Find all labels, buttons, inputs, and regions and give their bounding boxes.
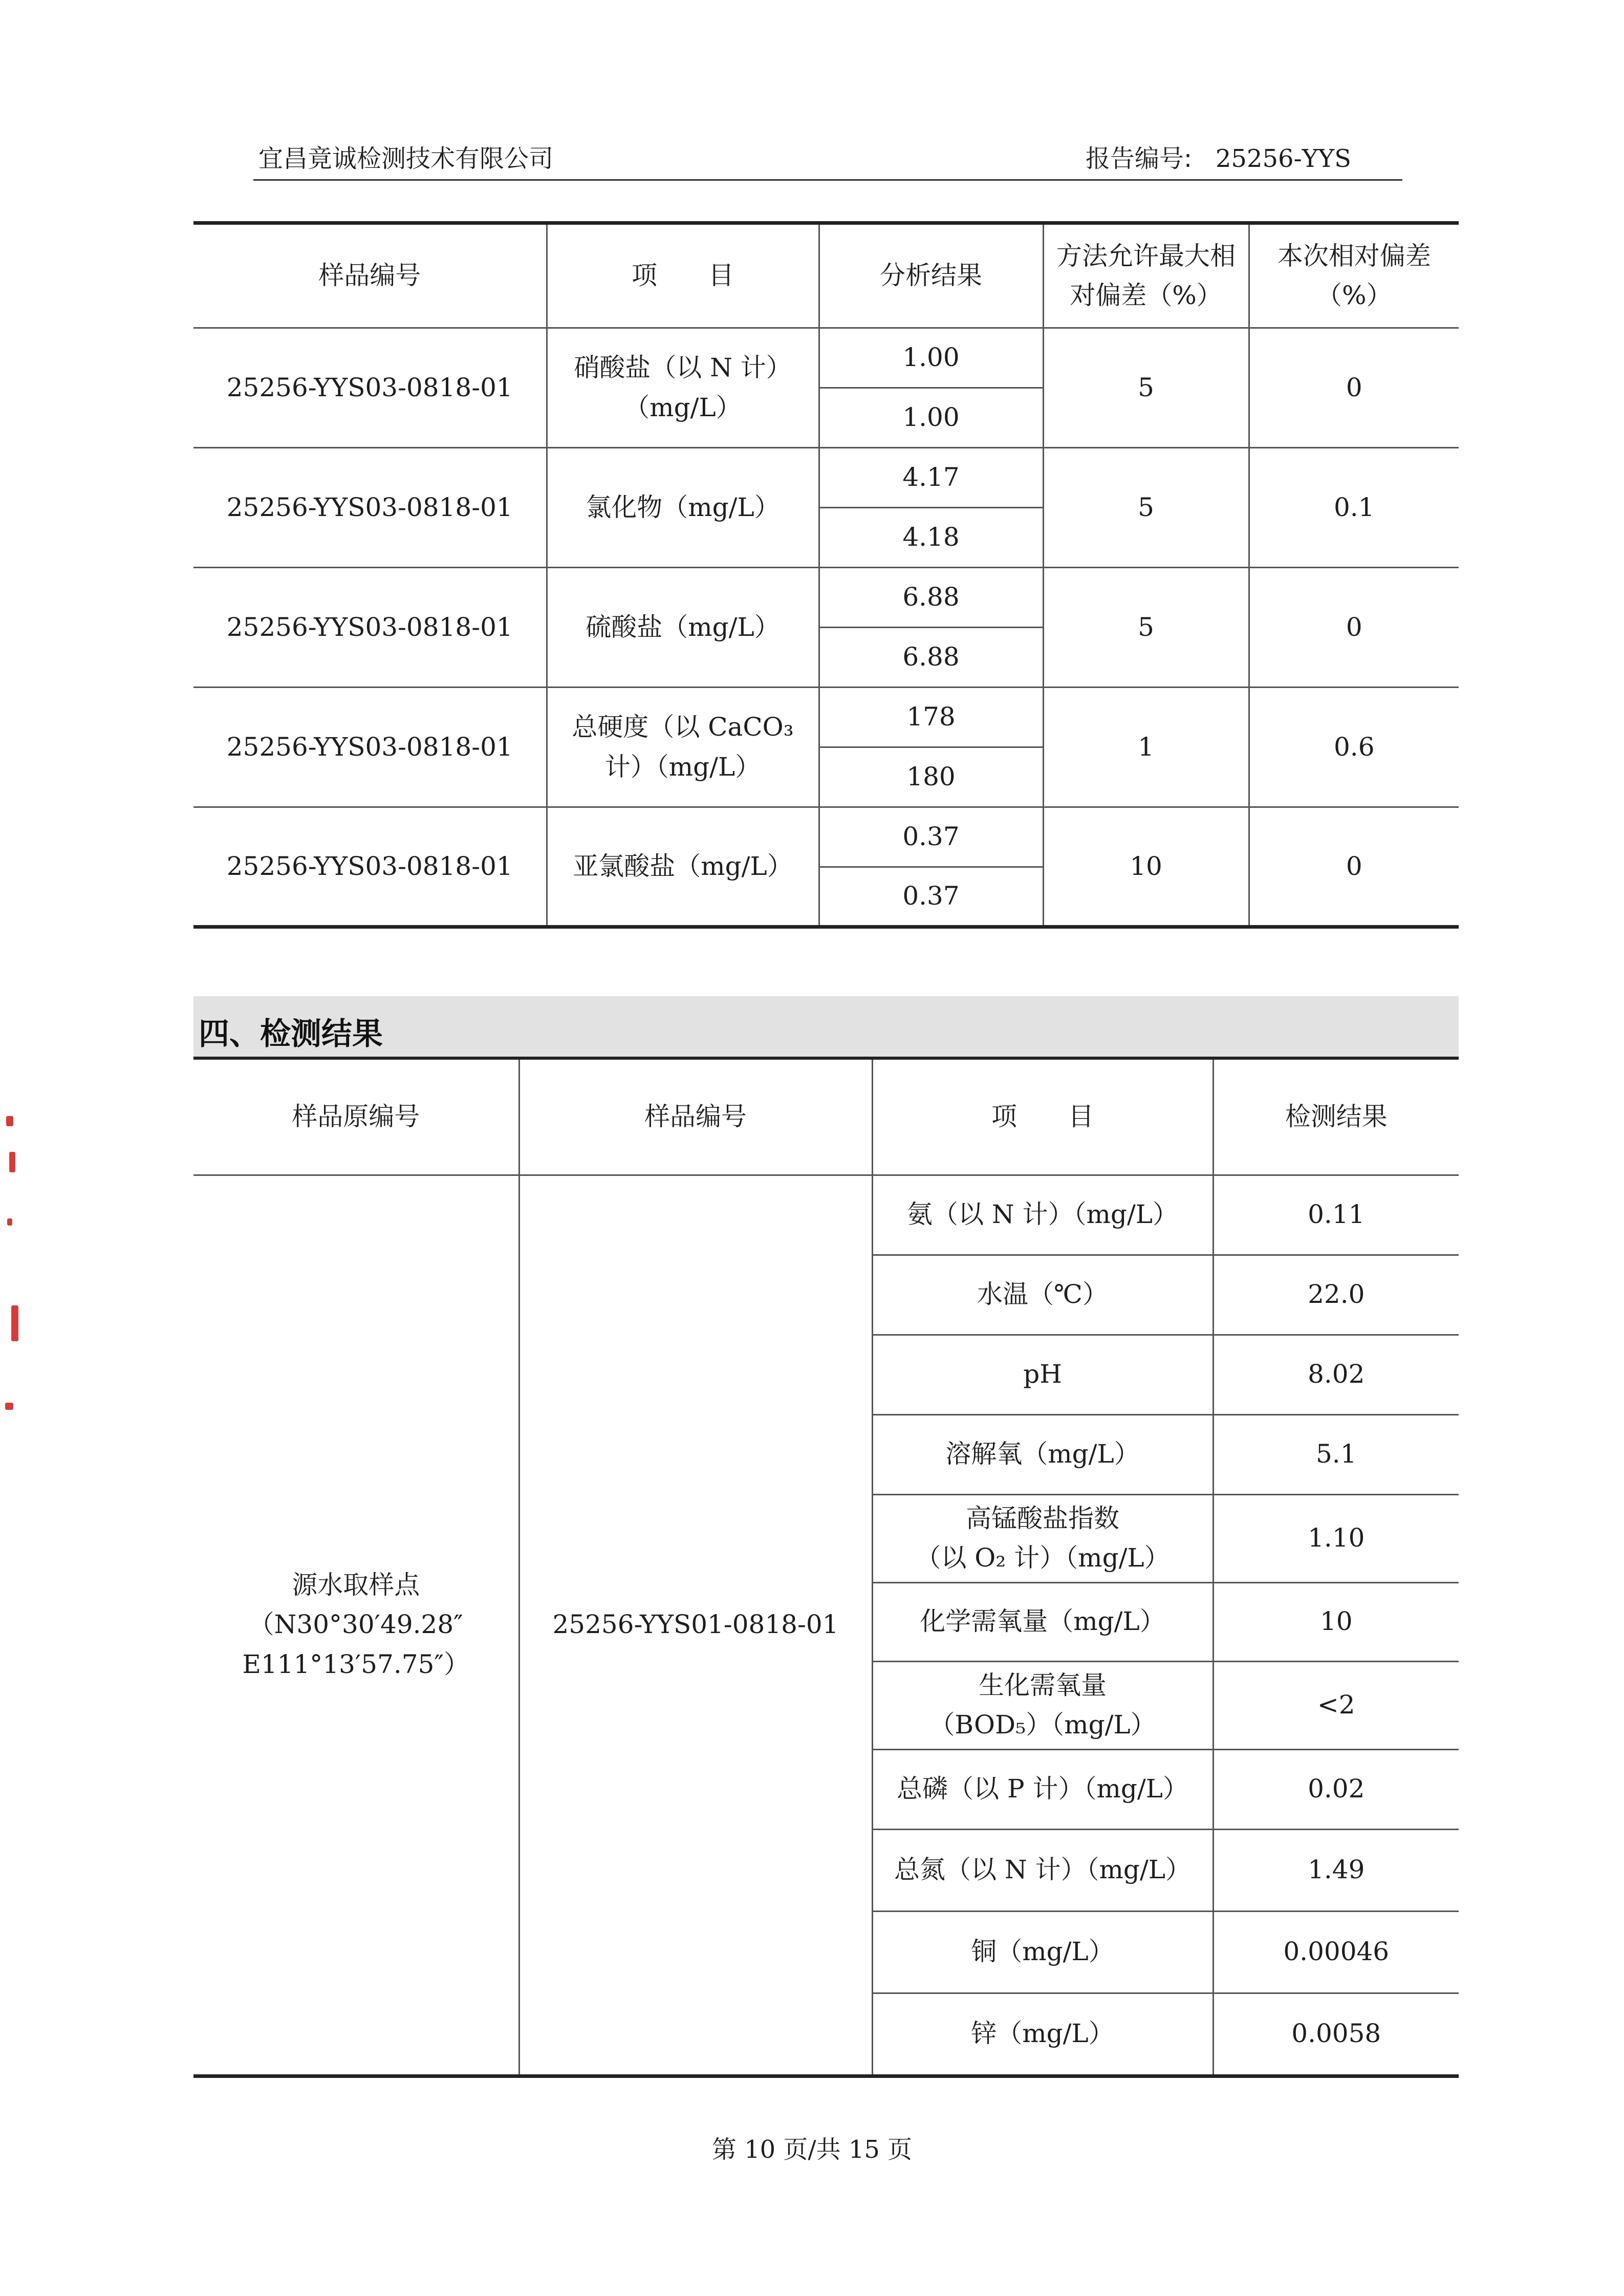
report-number	[1086, 139, 1351, 174]
table-row	[193, 807, 1459, 867]
value-cell: 10	[1213, 1582, 1459, 1661]
value-cell: 22.0	[1213, 1255, 1459, 1335]
results-header-sample: 样品编号	[519, 1060, 872, 1175]
results-header-value: 检测结果	[1213, 1060, 1459, 1175]
qc-result-2: 0.37	[819, 867, 1043, 927]
qc-max-dev-cell: 5	[1043, 568, 1249, 688]
qc-sample-cell: 25256-YYS03-0818-01	[193, 448, 547, 568]
qc-result-1: 0.37	[819, 807, 1043, 867]
item-line2: （以 O₂ 计）（mg/L）	[915, 1543, 1170, 1573]
qc-result-2: 180	[819, 747, 1043, 807]
results-header-row	[193, 1060, 1459, 1175]
qc-header-sample: 样品编号	[193, 223, 547, 328]
qc-item-line2: （mg/L）	[624, 392, 742, 422]
qc-result-1: 178	[819, 688, 1043, 747]
qc-result-2: 1.00	[819, 388, 1043, 448]
qc-max-dev-cell: 1	[1043, 688, 1249, 807]
value-cell: 8.02	[1213, 1335, 1459, 1414]
item-cell	[872, 1661, 1213, 1749]
qc-item-cell	[547, 328, 819, 448]
qc-sample-cell: 25256-YYS03-0818-01	[193, 807, 547, 927]
table-row	[193, 568, 1459, 628]
qc-item-cell	[547, 688, 819, 807]
value-cell: 0.00046	[1213, 1911, 1459, 1993]
qc-sample-cell: 25256-YYS03-0818-01	[193, 328, 547, 448]
company-name: 宜昌竟诚检测技术有限公司	[258, 144, 554, 173]
item-cell: 氨（以 N 计）（mg/L）	[872, 1175, 1213, 1255]
item-cell: 溶解氧（mg/L）	[872, 1414, 1213, 1494]
table-row	[193, 688, 1459, 747]
item-cell: 锌（mg/L）	[872, 1993, 1213, 2076]
qc-item-line2: 计）（mg/L）	[604, 752, 761, 782]
item-line2: （BOD₅）（mg/L）	[929, 1710, 1156, 1740]
qc-result-1: 4.17	[819, 448, 1043, 508]
qc-dev-cell: 0	[1249, 807, 1459, 927]
qc-item-cell: 氯化物（mg/L）	[547, 448, 819, 568]
sample-no-cell: 25256-YYS01-0818-01	[519, 1175, 872, 2076]
item-cell: 化学需氧量（mg/L）	[872, 1582, 1213, 1661]
table-row	[193, 1175, 1459, 1255]
value-cell: 5.1	[1213, 1414, 1459, 1494]
origin-line3: E111°13′57.75″）	[242, 1649, 470, 1679]
origin-line1: 源水取样点	[292, 1570, 420, 1600]
page-footer: 第 10 页/共 15 页	[711, 2135, 913, 2164]
value-cell: 0.11	[1213, 1175, 1459, 1255]
item-cell: 水温（℃）	[872, 1255, 1213, 1335]
results-header-item: 项 目	[872, 1060, 1213, 1175]
value-cell: 0.0058	[1213, 1993, 1459, 2076]
qc-dev-cell: 0	[1249, 568, 1459, 688]
page-header	[253, 136, 1402, 181]
qc-item-cell: 硫酸盐（mg/L）	[547, 568, 819, 688]
item-line1: 高锰酸盐指数	[966, 1503, 1119, 1533]
value-cell: 0.02	[1213, 1749, 1459, 1829]
qc-item-line1: 总硬度（以 CaCO₃	[572, 712, 794, 742]
item-cell: 总氮（以 N 计）（mg/L）	[872, 1829, 1213, 1911]
value-cell: 1.49	[1213, 1829, 1459, 1911]
qc-result-2: 4.18	[819, 508, 1043, 568]
qc-max-dev-cell: 5	[1043, 328, 1249, 448]
qc-dev-cell: 0.6	[1249, 688, 1459, 807]
results-table	[193, 1060, 1459, 2078]
qc-result-1: 1.00	[819, 328, 1043, 388]
seal-stamp-edge	[4, 1116, 25, 1423]
value-cell: <2	[1213, 1661, 1459, 1749]
item-cell: 总磷（以 P 计）（mg/L）	[872, 1749, 1213, 1829]
qc-result-2: 6.88	[819, 628, 1043, 688]
section-header-bar	[193, 996, 1459, 1060]
table-row	[193, 448, 1459, 508]
qc-deviation-table	[193, 221, 1459, 929]
origin-line2: （N30°30′49.28″	[248, 1610, 463, 1640]
qc-header-max-dev: 方法允许最大相对偏差（%）	[1043, 223, 1249, 328]
report-number-value: 25256-YYS	[1215, 144, 1351, 173]
item-cell	[872, 1494, 1213, 1582]
report-number-label: 报告编号:	[1085, 144, 1193, 173]
qc-result-1: 6.88	[819, 568, 1043, 628]
qc-header-result: 分析结果	[819, 223, 1043, 328]
qc-header-dev: 本次相对偏差（%）	[1249, 223, 1459, 328]
value-cell: 1.10	[1213, 1494, 1459, 1582]
qc-sample-cell: 25256-YYS03-0818-01	[193, 688, 547, 807]
item-cell: pH	[872, 1335, 1213, 1414]
results-header-origin: 样品原编号	[193, 1060, 519, 1175]
qc-dev-cell: 0	[1249, 328, 1459, 448]
item-cell: 铜（mg/L）	[872, 1911, 1213, 1993]
qc-max-dev-cell: 10	[1043, 807, 1249, 927]
table-row	[193, 328, 1459, 388]
section-title: 四、检测结果	[199, 1016, 383, 1052]
item-line1: 生化需氧量	[979, 1670, 1107, 1700]
header-rule	[253, 179, 1402, 181]
qc-item-line1: 硝酸盐（以 N 计）	[574, 353, 792, 382]
qc-header-item: 项 目	[547, 223, 819, 328]
qc-item-cell: 亚氯酸盐（mg/L）	[547, 807, 819, 927]
qc-sample-cell: 25256-YYS03-0818-01	[193, 568, 547, 688]
qc-max-dev-cell: 5	[1043, 448, 1249, 568]
origin-cell	[193, 1175, 519, 2076]
qc-header-row	[193, 223, 1459, 328]
qc-dev-cell: 0.1	[1249, 448, 1459, 568]
